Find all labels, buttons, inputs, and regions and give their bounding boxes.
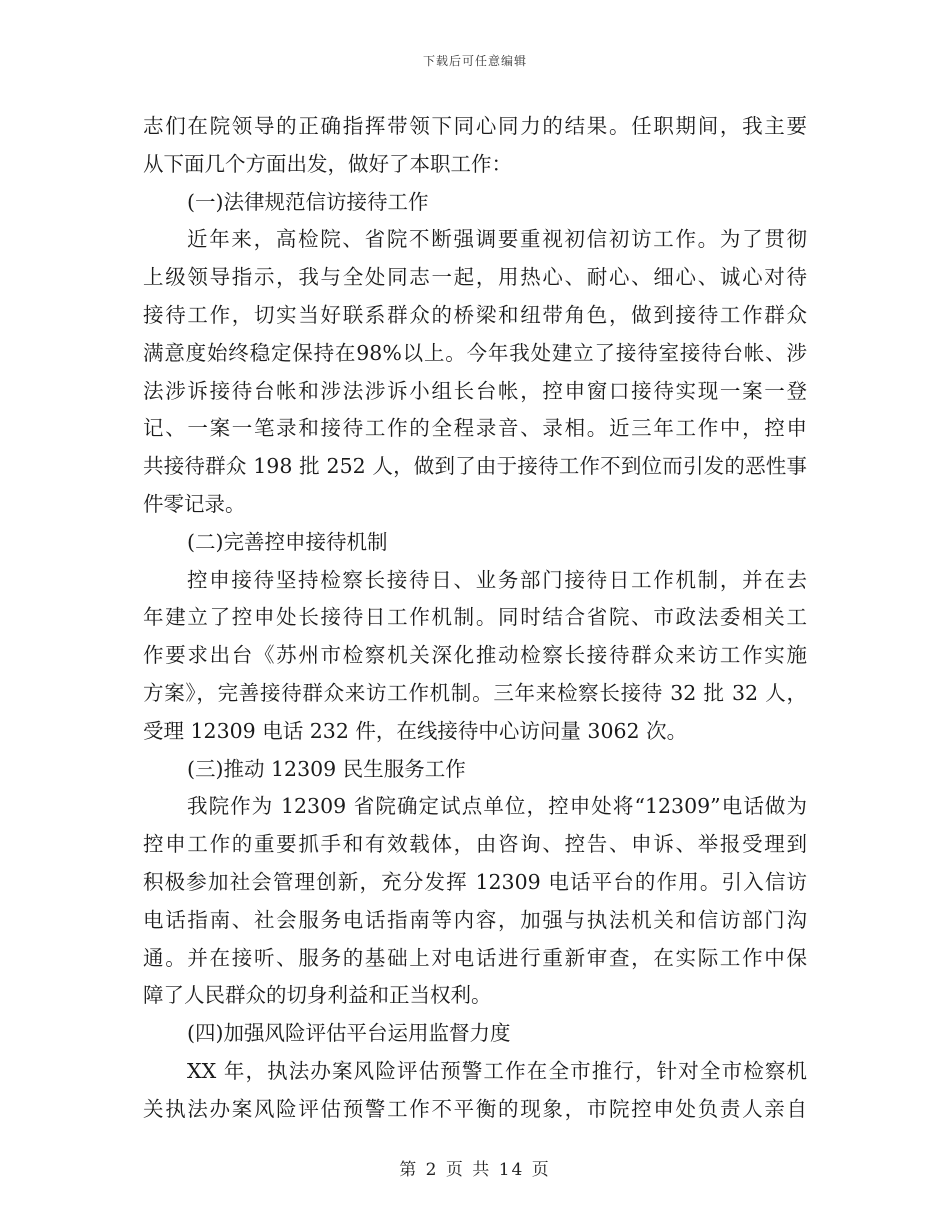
- text-line: 作要求出台《苏州市检察机关深化推动检察长接待群众来访工作实施: [143, 643, 807, 668]
- page-header: 下载后可任意编辑: [422, 54, 527, 68]
- text-line: 受理 12309 电话 232 件，在线接待中心访问量 3062 次。: [143, 718, 688, 743]
- text-line: 上级领导指示，我与全处同志一起，用热心、耐心、细心、诚心对待: [143, 265, 807, 290]
- text-line: 方案》，完善接待群众来访工作机制。三年来检察长接待 32 批 32 人，: [143, 680, 807, 705]
- section-heading: (二)完善控申接待机制: [187, 529, 388, 554]
- text-line: 满意度始终稳定保持在98%以上。今年我处建立了接待室接待台帐、涉: [143, 340, 807, 365]
- section-heading: (四)加强风险评估平台运用监督力度: [187, 1021, 511, 1046]
- text-line: 从下面几个方面出发，做好了本职工作：: [143, 151, 512, 176]
- page-number: 第 2 页 共 14 页: [399, 1160, 551, 1180]
- text-line: 我院作为 12309 省院确定试点单位，控申处将“12309”电话做为: [187, 794, 807, 819]
- text-line: 障了人民群众的切身利益和正当权利。: [143, 983, 492, 1008]
- text-line: 年建立了控申处长接待日工作机制。同时结合省院、市政法委相关工: [143, 605, 807, 630]
- text-line: 志们在院领导的正确指挥带领下同心同力的结果。任职期间，我主要: [143, 114, 807, 138]
- section-heading: (一)法律规范信访接待工作: [187, 189, 429, 214]
- text-line: 控申接待坚持检察长接待日、业务部门接待日工作机制，并在去: [187, 567, 807, 592]
- text-line: XX 年，执法办案风险评估预警工作在全市推行，针对全市检察机: [187, 1058, 807, 1083]
- text-line: 记、一案一笔录和接待工作的全程录音、录相。近三年工作中，控申: [143, 416, 807, 441]
- text-line: 接待工作，切实当好联系群众的桥梁和纽带角色，做到接待工作群众: [143, 302, 807, 327]
- text-line: 电话指南、社会服务电话指南等内容，加强与执法机关和信访部门沟: [143, 907, 807, 932]
- document-body: [143, 108, 807, 1129]
- text-line: 积极参加社会管理创新，充分发挥 12309 电话平台的作用。引入信访: [143, 869, 807, 894]
- text-line: 共接待群众 198 批 252 人，做到了由于接待工作不到位而引发的恶性事: [143, 454, 807, 479]
- text-line: 件零记录。: [143, 491, 246, 516]
- text-line: 近年来，高检院、省院不断强调要重视初信初访工作。为了贯彻: [187, 227, 807, 252]
- section-heading: (三)推动 12309 民生服务工作: [187, 756, 466, 781]
- text-line: 法涉诉接待台帐和涉法涉诉小组长台帐，控申窗口接待实现一案一登: [143, 378, 807, 403]
- text-line: 通。并在接听、服务的基础上对电话进行重新审查，在实际工作中保: [143, 945, 807, 970]
- text-line: 关执法办案风险评估预警工作不平衡的现象，市院控申处负责人亲自: [143, 1096, 807, 1121]
- text-line: 控申工作的重要抓手和有效载体，由咨询、控告、申诉、举报受理到: [143, 832, 807, 857]
